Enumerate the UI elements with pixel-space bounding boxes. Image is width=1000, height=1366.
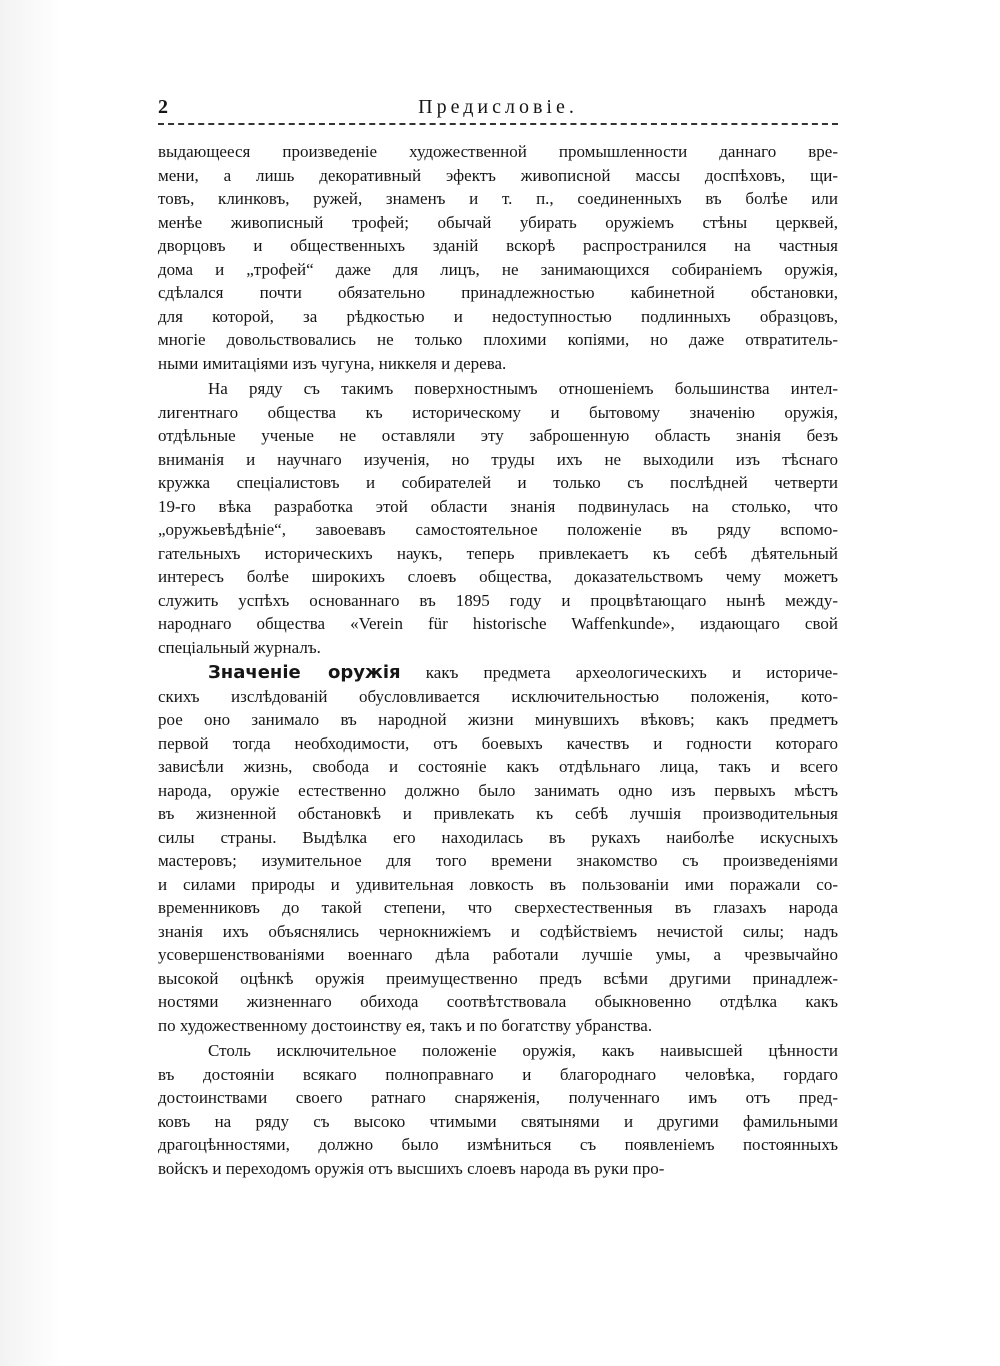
line-text: народнаго общества «Verein für historische Waffenkunde», издающаго свой: [158, 614, 838, 633]
line-text: дворцовъ и общественныхъ зданій вскорѣ распространился на частныя: [158, 236, 838, 255]
text-line: [158, 352, 838, 376]
line-text: силы страны. Выдѣлка его находилась въ рукахъ наиболѣе искусныхъ: [158, 827, 838, 847]
section-lead: Значеніе оружія: [208, 662, 401, 683]
line-text: знанія ихъ объяснялись чернокнижіемъ и содѣйствіемъ нечистой силы; надъ: [158, 921, 838, 941]
text-line: [158, 943, 838, 967]
text-line: [158, 826, 838, 850]
line-text: въ жизненной обстановкѣ и привлекать къ себѣ лучшія производительныя: [158, 804, 838, 823]
paragraph: [158, 1039, 838, 1180]
line-text: въ достояніи всякаго полноправнаго и благороднаго человѣка, гордаго: [158, 1064, 838, 1084]
text-line: [158, 685, 838, 709]
line-text: лигентнаго общества къ историческому и бытовому значенію оружія,: [158, 402, 838, 422]
header-rule: [158, 123, 838, 125]
text-line: [158, 565, 838, 589]
text-line: [158, 187, 838, 211]
text-line: [158, 1014, 838, 1038]
line-text: гательныхъ историческихъ наукъ, теперь привлекаетъ къ себѣ дѣятельный: [158, 543, 838, 563]
line-text: усовершенствованіями военнаго дѣла работали лучшіе умы, а чрезвычайно: [158, 945, 838, 964]
text-line: [158, 495, 838, 519]
text-line: [158, 967, 838, 991]
text-line: [158, 849, 838, 873]
line-text: какъ предмета археологическихъ и историче-: [425, 663, 838, 682]
line-text: высокой оцѣнкѣ оружія преимущественно предъ всѣми другими принадлеж-: [158, 968, 838, 988]
text-line: [158, 1133, 838, 1157]
paragraph: [158, 377, 838, 659]
text-line: [158, 234, 838, 258]
line-text: по художественному достоинству ея, такъ и по богатству убранства.: [158, 1015, 653, 1035]
line-text: зависѣли жизнь, свобода и состояніе какъ отдѣльнаго лица, такъ и всего: [158, 757, 838, 776]
text-line: [158, 471, 838, 495]
text-line: [158, 636, 838, 660]
running-title: Предисловіе.: [418, 96, 578, 118]
text-line: [158, 164, 838, 188]
text-line: [158, 873, 838, 897]
text-line: [158, 281, 838, 305]
text-line: [158, 755, 838, 779]
text-line: [158, 377, 838, 401]
paragraph: [158, 661, 838, 1037]
text-line: [158, 589, 838, 613]
paragraph: [158, 140, 838, 375]
text-line: [158, 708, 838, 732]
line-text: народа, оружіе естественно должно было занимать одно изъ первыхъ мѣстъ: [158, 780, 838, 800]
text-line: [158, 1063, 838, 1087]
line-text: ными имитаціями изъ чугуна, никкеля и дерева.: [158, 353, 507, 373]
scan-shadow: [0, 0, 60, 1366]
line-text: кружка спеціалистовъ и собирателей и только съ послѣдней четверти: [158, 473, 838, 492]
text-line: [158, 211, 838, 235]
text-line: [158, 1039, 838, 1063]
line-text: 19-го вѣка разработка этой области знанія подвинулась на столько, что: [158, 496, 838, 516]
text-line: [158, 802, 838, 826]
text-line: [158, 328, 838, 352]
line-text: мастеровъ; изумительное для того времени знакомство съ произведеніями: [158, 851, 838, 870]
line-text: служить успѣхъ основаннаго въ 1895 году и процвѣтающаго нынѣ между-: [158, 590, 838, 610]
line-text: интересъ болѣе широкихъ слоевъ общества, доказательствомъ чему можетъ: [158, 567, 838, 586]
line-text: рое оно занимало въ народной жизни минувшихъ вѣковъ; какъ предметъ: [158, 710, 838, 729]
text-line: [158, 140, 838, 164]
text-line: [158, 779, 838, 803]
line-text: „оружьевѣдѣніе“, завоевавъ самостоятельное положеніе въ ряду вспомо-: [158, 520, 838, 539]
text-line: [158, 990, 838, 1014]
line-text: ностями жизненнаго обихода соотвѣтствовала обыкновенно отдѣлка какъ: [158, 992, 838, 1011]
line-text: достоинствами своего ратнаго снаряженія, полученнаго имъ отъ пред-: [158, 1088, 838, 1107]
body-text: [158, 140, 838, 1180]
text-line: [158, 732, 838, 756]
text-line: [158, 258, 838, 282]
line-text: для которой, за рѣдкостью и недоступностью подлинныхъ образцовъ,: [158, 306, 838, 326]
line-text: менѣе живописный трофей; обычай убирать оружіемъ стѣны церквей,: [158, 212, 838, 232]
line-text: спеціальный журналъ.: [158, 637, 321, 657]
line-text: товъ, клинковъ, ружей, знаменъ и т. п., соединенныхъ въ болѣе или: [158, 189, 838, 208]
text-line: [158, 448, 838, 472]
line-text: сдѣлался почти обязательно принадлежностью кабинетной обстановки,: [158, 283, 838, 302]
text-line: [158, 542, 838, 566]
text-line: [158, 518, 838, 542]
text-line: [158, 896, 838, 920]
line-text: драгоцѣнностями, должно было измѣниться съ появленіемъ постоянныхъ: [158, 1135, 838, 1154]
text-line: [158, 1157, 838, 1181]
page-header: [158, 96, 838, 122]
page-number: 2: [158, 96, 168, 118]
line-text: отдѣльные ученые не оставляли эту заброшенную область знанія безъ: [158, 426, 838, 445]
line-text: временниковъ до такой степени, что сверхестественныя въ глазахъ народа: [158, 898, 838, 917]
line-text: ковъ на ряду съ высоко чтимыми святынями и другими фамильными: [158, 1111, 838, 1131]
line-text: первой тогда необходимости, отъ боевыхъ качествъ и годности котораго: [158, 733, 838, 753]
line-text: вниманія и научнаго изученія, но труды ихъ не выходили изъ тѣснаго: [158, 449, 838, 469]
text-line: [158, 305, 838, 329]
line-text: скихъ изслѣдованій обусловливается исключительностью положенія, кото-: [158, 686, 838, 706]
line-text: мени, а лишь декоративный эфектъ живописной массы доспѣховъ, щи-: [158, 165, 838, 185]
text-line: [158, 1086, 838, 1110]
line-text: многіе довольствовались не только плохими копіями, но даже отвратитель-: [158, 330, 838, 349]
text-line: [158, 401, 838, 425]
text-line: [158, 661, 838, 685]
text-line: [158, 612, 838, 636]
line-text: войскъ и переходомъ оружія отъ высшихъ слоевъ народа въ руки про-: [158, 1158, 665, 1178]
line-text: Столь исключительное положеніе оружія, какъ наивысшей цѣнности: [208, 1041, 838, 1060]
line-text: выдающееся произведеніе художественной промышленности даннаго вре-: [158, 142, 838, 161]
text-line: [158, 424, 838, 448]
text-line: [158, 1110, 838, 1134]
line-text: дома и „трофей“ даже для лицъ, не занимающихся собираніемъ оружія,: [158, 259, 838, 279]
line-text: На ряду съ такимъ поверхностнымъ отношеніемъ большинства интел-: [208, 379, 838, 398]
line-text: и силами природы и удивительная ловкость въ пользованіи ими поражали со-: [158, 874, 838, 894]
text-line: [158, 920, 838, 944]
